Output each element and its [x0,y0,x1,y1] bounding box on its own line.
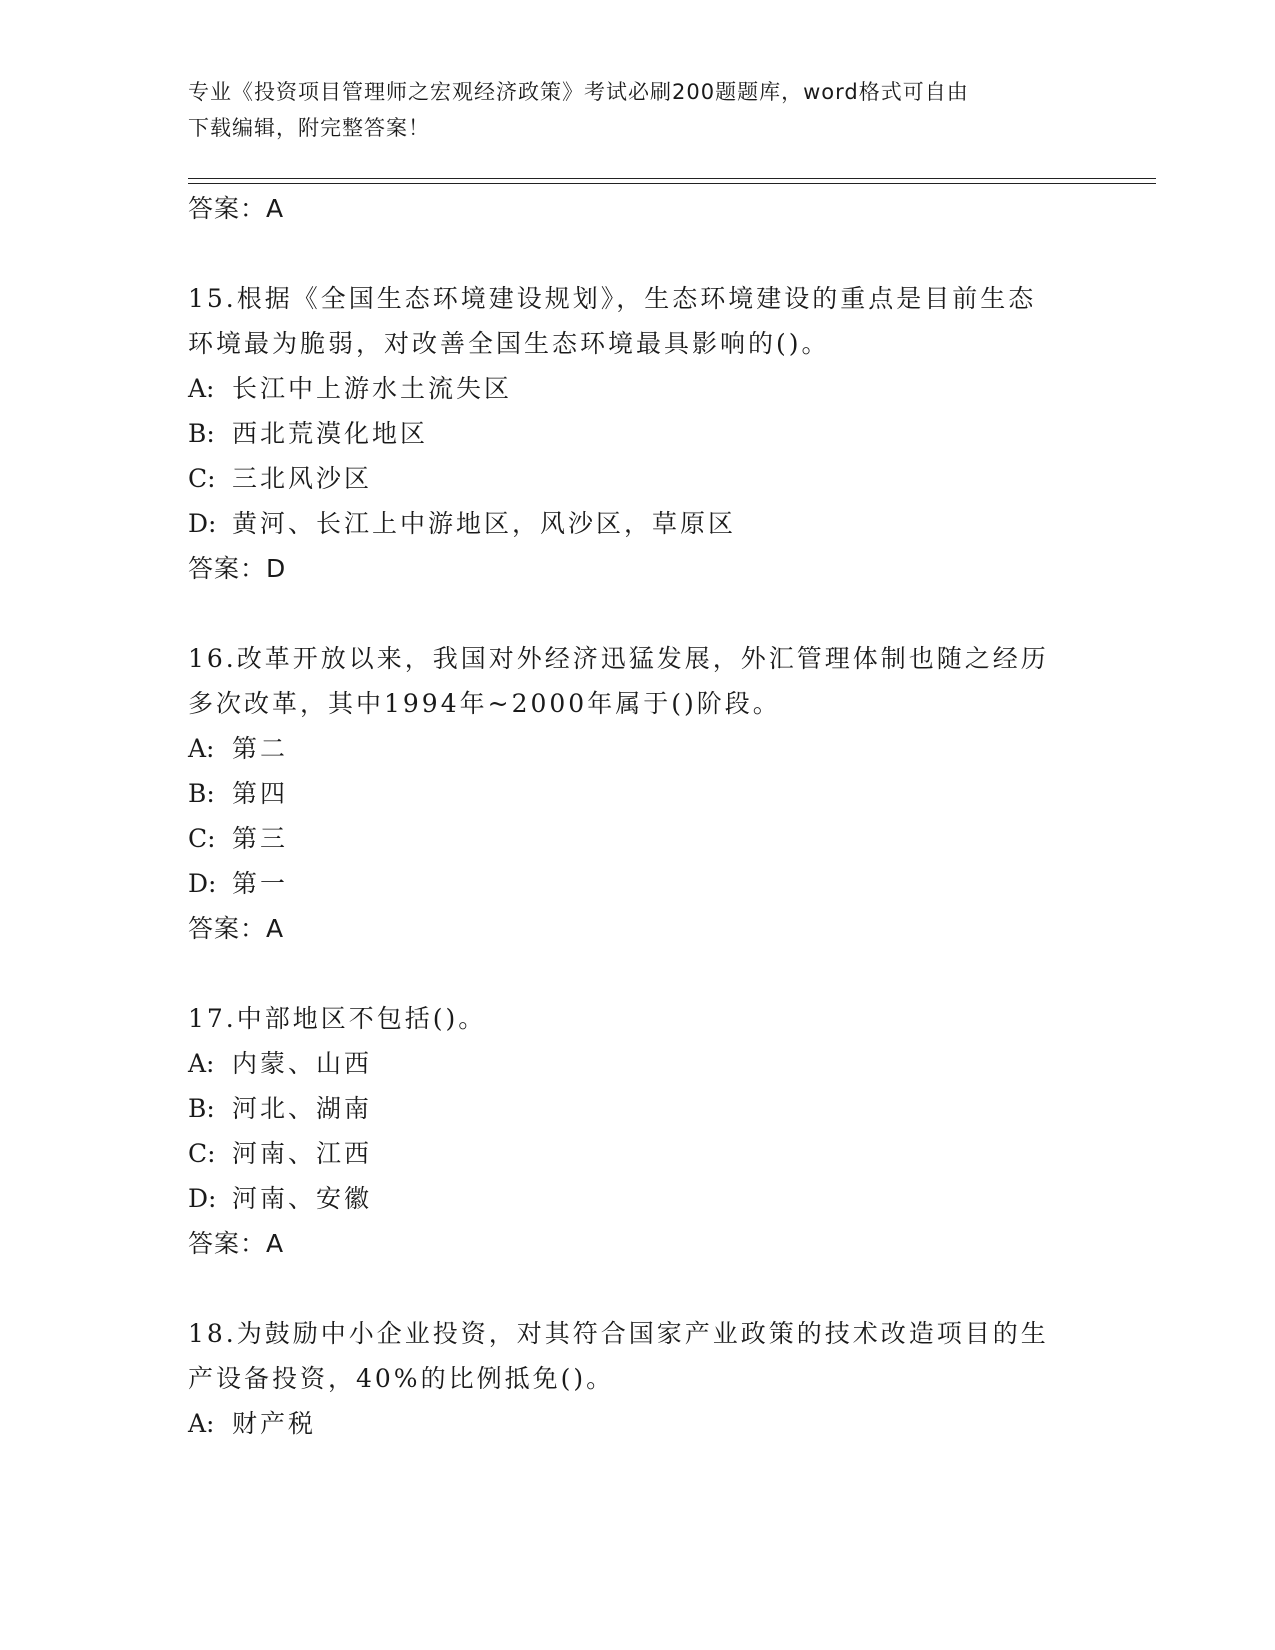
option-label: A: [188,1409,215,1438]
header-line-2: 下载编辑，附完整答案！ [188,116,430,140]
q16-answer: 答案：A [188,914,285,943]
q18-stem-line-1: 18.为鼓励中小企业投资，对其符合国家产业政策的技术改造项目的生 [188,1319,1049,1348]
option-text: 西北荒漠化地区 [232,419,429,448]
header-rule-bottom [188,183,1156,184]
option-label: B: [188,1094,215,1123]
option-text: 财产税 [232,1409,317,1438]
q15-stem-line-2: 环境最为脆弱，对改善全国生态环境最具影响的()。 [188,329,830,358]
q17-option-c [188,1137,1088,1171]
q15-option-b [188,417,1088,451]
q17-option-b [188,1092,1088,1126]
option-text: 三北风沙区 [232,464,373,493]
document-header [188,74,1088,146]
option-label: B: [188,779,215,808]
option-text: 第四 [232,779,289,808]
q15-stem-line-1: 15.根据《全国生态环境建设规划》，生态环境建设的重点是目前生态 [188,284,1037,313]
q16-option-d [188,867,1088,901]
q17-answer: 答案：A [188,1229,285,1258]
option-text: 河南、江西 [232,1139,373,1168]
option-text: 第一 [232,869,289,898]
q18-option-a [188,1407,1088,1441]
option-label: A: [188,374,215,403]
q16-option-b [188,777,1088,811]
option-label: D: [188,869,217,898]
option-text: 河北、湖南 [232,1094,373,1123]
option-label: C: [188,1139,216,1168]
q15-option-d [188,507,1088,541]
option-text: 河南、安徽 [232,1184,373,1213]
q16-stem-line-2: 多次改革，其中1994年~2000年属于()阶段。 [188,689,781,718]
q17-option-d [188,1182,1088,1216]
option-label: C: [188,464,216,493]
option-label: A: [188,734,215,763]
option-label: C: [188,824,216,853]
previous-answer: 答案：A [188,194,285,223]
q17-stem-line-1: 17.中部地区不包括()。 [188,1004,487,1033]
q17-option-a [188,1047,1088,1081]
option-text: 黄河、长江上中游地区，风沙区，草原区 [232,509,737,538]
q15-option-c [188,462,1088,496]
option-label: A: [188,1049,215,1078]
header-rule-top [188,178,1156,179]
header-line-1: 专业《投资项目管理师之宏观经济政策》考试必刷200题题库，word格式可自由 [188,80,969,104]
q15-answer: 答案：D [188,554,287,583]
option-label: D: [188,509,217,538]
option-text: 第二 [232,734,289,763]
option-label: B: [188,419,215,448]
q15-option-a [188,372,1088,406]
q16-option-a [188,732,1088,766]
q18-stem-line-2: 产设备投资，40%的比例抵免()。 [188,1364,615,1393]
option-text: 长江中上游水土流失区 [232,374,513,403]
option-label: D: [188,1184,217,1213]
option-text: 第三 [232,824,289,853]
option-text: 内蒙、山西 [232,1049,373,1078]
q16-stem-line-1: 16.改革开放以来，我国对外经济迅猛发展，外汇管理体制也随之经历 [188,644,1049,673]
q16-option-c [188,822,1088,856]
